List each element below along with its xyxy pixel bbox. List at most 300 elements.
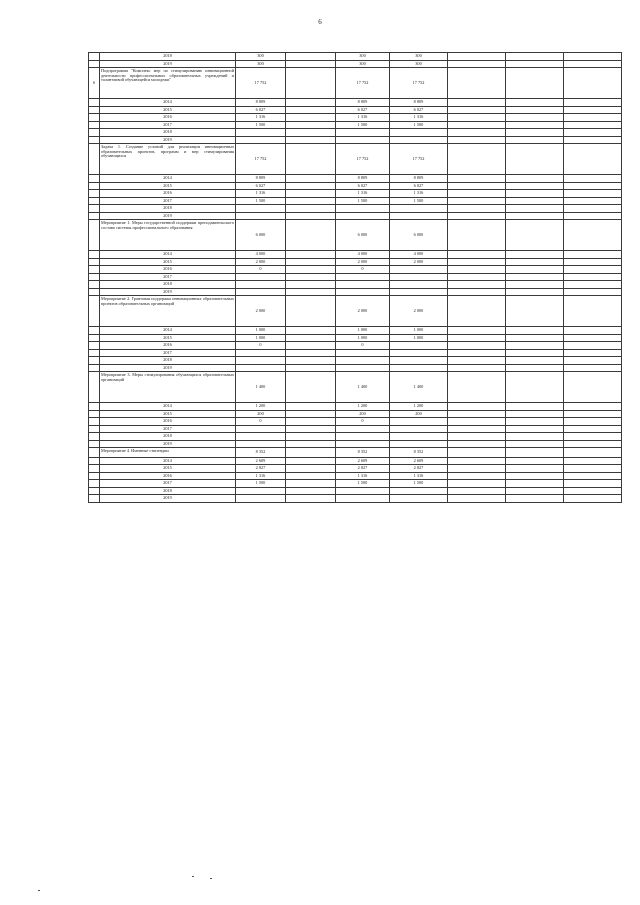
row-number-cell xyxy=(89,273,100,281)
amount-cell xyxy=(390,288,448,296)
budget-table-body xyxy=(89,53,622,503)
empty-cell xyxy=(448,342,506,350)
empty-cell xyxy=(506,349,564,357)
empty-cell xyxy=(564,440,622,448)
year-cell: 2019 xyxy=(100,60,236,68)
empty-cell xyxy=(506,144,564,175)
empty-cell xyxy=(564,60,622,68)
year-row xyxy=(89,197,622,205)
empty-cell xyxy=(564,418,622,426)
empty-cell xyxy=(286,410,336,418)
empty-cell xyxy=(286,327,336,335)
description-cell: Мероприятие 3. Меры стимулирования обучающихся образовательных организаций xyxy=(100,372,236,403)
empty-cell xyxy=(564,425,622,433)
amount-cell xyxy=(390,281,448,289)
empty-cell xyxy=(286,448,336,458)
empty-cell xyxy=(506,472,564,480)
total-cell: 0 xyxy=(236,418,286,426)
year-row xyxy=(89,440,622,448)
empty-cell xyxy=(506,106,564,114)
empty-cell xyxy=(506,175,564,183)
row-number-cell xyxy=(89,472,100,480)
empty-cell xyxy=(506,403,564,411)
year-cell: 2019 xyxy=(100,288,236,296)
row-number-cell xyxy=(89,99,100,107)
row-number-cell xyxy=(89,410,100,418)
row-number-cell xyxy=(89,182,100,190)
year-row xyxy=(89,457,622,465)
year-row xyxy=(89,205,622,213)
row-number-cell xyxy=(89,281,100,289)
total-cell xyxy=(236,129,286,137)
year-row xyxy=(89,288,622,296)
empty-cell xyxy=(506,121,564,129)
total-cell xyxy=(236,425,286,433)
empty-cell xyxy=(286,121,336,129)
regional-budget-cell xyxy=(336,487,390,495)
empty-cell xyxy=(564,121,622,129)
regional-budget-cell: 4 000 xyxy=(336,251,390,259)
empty-cell xyxy=(564,487,622,495)
empty-cell xyxy=(286,472,336,480)
total-cell xyxy=(236,281,286,289)
amount-cell: 1 400 xyxy=(390,372,448,403)
empty-cell xyxy=(448,273,506,281)
empty-cell xyxy=(448,334,506,342)
year-row xyxy=(89,182,622,190)
year-cell: 2015 xyxy=(100,410,236,418)
empty-cell xyxy=(448,495,506,503)
empty-cell xyxy=(564,68,622,99)
empty-cell xyxy=(448,114,506,122)
empty-cell xyxy=(564,212,622,220)
empty-cell xyxy=(448,190,506,198)
empty-cell xyxy=(506,182,564,190)
empty-cell xyxy=(506,197,564,205)
empty-cell xyxy=(448,99,506,107)
regional-budget-cell: 2 000 xyxy=(336,258,390,266)
empty-cell xyxy=(564,433,622,441)
amount-cell: 6 027 xyxy=(390,106,448,114)
regional-budget-cell: 1 500 xyxy=(336,121,390,129)
regional-budget-cell: 200 xyxy=(336,410,390,418)
empty-cell xyxy=(506,129,564,137)
year-row xyxy=(89,487,622,495)
empty-cell xyxy=(448,68,506,99)
empty-cell xyxy=(448,205,506,213)
total-cell: 1 316 xyxy=(236,114,286,122)
empty-cell xyxy=(564,114,622,122)
empty-cell xyxy=(564,495,622,503)
row-number-cell xyxy=(89,465,100,473)
amount-cell xyxy=(390,425,448,433)
year-cell: 2018 xyxy=(100,129,236,137)
row-number-cell xyxy=(89,266,100,274)
amount-cell: 6 000 xyxy=(390,220,448,251)
year-cell: 2016 xyxy=(100,190,236,198)
empty-cell xyxy=(448,266,506,274)
regional-budget-cell: 1 500 xyxy=(336,480,390,488)
empty-cell xyxy=(286,418,336,426)
row-number-cell xyxy=(89,296,100,327)
empty-cell xyxy=(286,68,336,99)
empty-cell xyxy=(564,372,622,403)
total-cell: 1 316 xyxy=(236,190,286,198)
regional-budget-cell: 0 xyxy=(336,342,390,350)
regional-budget-cell: 1 316 xyxy=(336,114,390,122)
empty-cell xyxy=(286,288,336,296)
empty-cell xyxy=(506,457,564,465)
total-cell: 2 000 xyxy=(236,258,286,266)
empty-cell xyxy=(448,357,506,365)
empty-cell xyxy=(564,448,622,458)
empty-cell xyxy=(506,190,564,198)
empty-cell xyxy=(564,281,622,289)
year-row xyxy=(89,136,622,144)
amount-cell: 200 xyxy=(390,410,448,418)
year-row xyxy=(89,190,622,198)
row-number-cell xyxy=(89,457,100,465)
total-cell: 0 xyxy=(236,342,286,350)
empty-cell xyxy=(448,425,506,433)
empty-cell xyxy=(286,251,336,259)
year-cell: 2018 xyxy=(100,281,236,289)
year-row xyxy=(89,281,622,289)
empty-cell xyxy=(506,418,564,426)
amount-cell: 8 809 xyxy=(390,175,448,183)
year-row xyxy=(89,495,622,503)
scan-speck xyxy=(192,876,194,877)
row-number-cell xyxy=(89,349,100,357)
regional-budget-cell xyxy=(336,205,390,213)
regional-budget-cell: 1 500 xyxy=(336,197,390,205)
empty-cell xyxy=(448,281,506,289)
row-number-cell xyxy=(89,403,100,411)
empty-cell xyxy=(506,114,564,122)
year-row xyxy=(89,258,622,266)
year-row xyxy=(89,175,622,183)
empty-cell xyxy=(564,472,622,480)
empty-cell xyxy=(564,342,622,350)
total-cell xyxy=(236,495,286,503)
total-cell xyxy=(236,136,286,144)
year-cell: 2015 xyxy=(100,258,236,266)
year-row xyxy=(89,472,622,480)
empty-cell xyxy=(448,372,506,403)
budget-table xyxy=(88,52,622,503)
total-cell: 1 500 xyxy=(236,121,286,129)
empty-cell xyxy=(448,197,506,205)
empty-cell xyxy=(286,425,336,433)
regional-budget-cell: 1 000 xyxy=(336,327,390,335)
total-cell: 8 809 xyxy=(236,175,286,183)
amount-cell: 8 809 xyxy=(390,99,448,107)
regional-budget-cell: 0 xyxy=(336,266,390,274)
amount-cell xyxy=(390,212,448,220)
amount-cell xyxy=(390,495,448,503)
empty-cell xyxy=(506,220,564,251)
item-row xyxy=(89,220,622,251)
empty-cell xyxy=(286,258,336,266)
year-cell: 2018 xyxy=(100,433,236,441)
row-number-cell xyxy=(89,129,100,137)
row-number-cell xyxy=(89,114,100,122)
empty-cell xyxy=(286,266,336,274)
empty-cell xyxy=(448,448,506,458)
total-cell: 2 827 xyxy=(236,465,286,473)
total-cell: 6 000 xyxy=(236,220,286,251)
year-cell: 2017 xyxy=(100,197,236,205)
empty-cell xyxy=(448,440,506,448)
year-row xyxy=(89,60,622,68)
amount-cell: 2 827 xyxy=(390,465,448,473)
empty-cell xyxy=(564,205,622,213)
empty-cell xyxy=(564,266,622,274)
year-cell: 2018 xyxy=(100,487,236,495)
year-row xyxy=(89,327,622,335)
description-cell: Задача 1. Создание условий для реализации инновационных образовательных проектов, программ и мер стимулирования обучающихся xyxy=(100,144,236,175)
regional-budget-cell: 8 809 xyxy=(336,175,390,183)
year-row xyxy=(89,433,622,441)
empty-cell xyxy=(286,457,336,465)
amount-cell xyxy=(390,440,448,448)
empty-cell xyxy=(564,258,622,266)
regional-budget-cell: 1 000 xyxy=(336,334,390,342)
amount-cell xyxy=(390,357,448,365)
year-cell: 2019 xyxy=(100,495,236,503)
total-cell: 300 xyxy=(236,53,286,61)
year-row xyxy=(89,129,622,137)
regional-budget-cell xyxy=(336,349,390,357)
empty-cell xyxy=(506,487,564,495)
empty-cell xyxy=(506,273,564,281)
empty-cell xyxy=(506,425,564,433)
empty-cell xyxy=(448,106,506,114)
empty-cell xyxy=(564,410,622,418)
row-number-cell xyxy=(89,440,100,448)
total-cell: 300 xyxy=(236,60,286,68)
year-cell: 2018 xyxy=(100,357,236,365)
empty-cell xyxy=(506,53,564,61)
empty-cell xyxy=(564,349,622,357)
year-row xyxy=(89,106,622,114)
row-number-cell xyxy=(89,197,100,205)
total-cell: 17 752 xyxy=(236,144,286,175)
total-cell: 2 000 xyxy=(236,296,286,327)
empty-cell xyxy=(564,136,622,144)
total-cell xyxy=(236,364,286,372)
empty-cell xyxy=(286,281,336,289)
year-cell: 2018 xyxy=(100,205,236,213)
row-number-cell xyxy=(89,144,100,175)
amount-cell: 1 500 xyxy=(390,480,448,488)
year-cell: 2017 xyxy=(100,425,236,433)
amount-cell: 1 316 xyxy=(390,190,448,198)
total-cell: 1 000 xyxy=(236,327,286,335)
empty-cell xyxy=(448,136,506,144)
empty-cell xyxy=(286,182,336,190)
empty-cell xyxy=(286,136,336,144)
empty-cell xyxy=(286,212,336,220)
year-cell: 2017 xyxy=(100,121,236,129)
row-number-cell xyxy=(89,121,100,129)
empty-cell xyxy=(286,334,336,342)
empty-cell xyxy=(448,487,506,495)
empty-cell xyxy=(506,68,564,99)
empty-cell xyxy=(506,251,564,259)
total-cell xyxy=(236,433,286,441)
empty-cell xyxy=(286,60,336,68)
empty-cell xyxy=(448,53,506,61)
item-row xyxy=(89,144,622,175)
year-cell: 2014 xyxy=(100,327,236,335)
row-number-cell xyxy=(89,60,100,68)
amount-cell: 6 027 xyxy=(390,182,448,190)
year-cell: 2015 xyxy=(100,465,236,473)
amount-cell: 2 000 xyxy=(390,258,448,266)
empty-cell xyxy=(286,106,336,114)
empty-cell xyxy=(564,190,622,198)
empty-cell xyxy=(448,327,506,335)
description-cell: Подпрограмма "Комплекс мер по стимулированию инновационной деятельности профессиональных образовательных учреждений и талантливой обучающейся молодежи" xyxy=(100,68,236,99)
empty-cell xyxy=(564,334,622,342)
total-cell xyxy=(236,212,286,220)
total-cell: 4 000 xyxy=(236,251,286,259)
empty-cell xyxy=(564,296,622,327)
amount-cell: 1 500 xyxy=(390,197,448,205)
empty-cell xyxy=(506,281,564,289)
empty-cell xyxy=(286,205,336,213)
year-row xyxy=(89,273,622,281)
total-cell xyxy=(236,273,286,281)
year-row xyxy=(89,465,622,473)
empty-cell xyxy=(448,251,506,259)
regional-budget-cell: 2 000 xyxy=(336,296,390,327)
empty-cell xyxy=(506,288,564,296)
year-row xyxy=(89,403,622,411)
total-cell: 2 609 xyxy=(236,457,286,465)
empty-cell xyxy=(564,251,622,259)
empty-cell xyxy=(506,99,564,107)
empty-cell xyxy=(506,448,564,458)
amount-cell: 8 352 xyxy=(390,448,448,458)
empty-cell xyxy=(286,440,336,448)
empty-cell xyxy=(564,129,622,137)
empty-cell xyxy=(448,182,506,190)
year-row xyxy=(89,99,622,107)
item-row xyxy=(89,68,622,99)
regional-budget-cell: 1 400 xyxy=(336,372,390,403)
year-cell: 2014 xyxy=(100,251,236,259)
empty-cell xyxy=(286,129,336,137)
empty-cell xyxy=(286,197,336,205)
year-cell: 2019 xyxy=(100,136,236,144)
row-number-cell xyxy=(89,487,100,495)
regional-budget-cell: 8 352 xyxy=(336,448,390,458)
empty-cell xyxy=(286,349,336,357)
year-cell: 2017 xyxy=(100,273,236,281)
year-row xyxy=(89,357,622,365)
amount-cell: 300 xyxy=(390,53,448,61)
empty-cell xyxy=(564,106,622,114)
empty-cell xyxy=(506,495,564,503)
empty-cell xyxy=(286,495,336,503)
regional-budget-cell: 300 xyxy=(336,53,390,61)
empty-cell xyxy=(564,403,622,411)
total-cell xyxy=(236,288,286,296)
year-cell: 2016 xyxy=(100,418,236,426)
year-cell: 2019 xyxy=(100,364,236,372)
amount-cell xyxy=(390,364,448,372)
year-row xyxy=(89,364,622,372)
total-cell: 1 316 xyxy=(236,472,286,480)
empty-cell xyxy=(564,465,622,473)
empty-cell xyxy=(448,258,506,266)
row-number-cell xyxy=(89,342,100,350)
year-cell: 2018 xyxy=(100,53,236,61)
amount-cell xyxy=(390,205,448,213)
empty-cell xyxy=(448,472,506,480)
regional-budget-cell xyxy=(336,281,390,289)
empty-cell xyxy=(286,190,336,198)
empty-cell xyxy=(564,273,622,281)
empty-cell xyxy=(448,349,506,357)
year-row xyxy=(89,342,622,350)
empty-cell xyxy=(448,296,506,327)
empty-cell xyxy=(564,288,622,296)
description-cell: Мероприятие 4. Именные стипендии xyxy=(100,448,236,458)
empty-cell xyxy=(448,465,506,473)
total-cell: 6 027 xyxy=(236,106,286,114)
total-cell: 8 809 xyxy=(236,99,286,107)
empty-cell xyxy=(286,433,336,441)
empty-cell xyxy=(506,258,564,266)
row-number-cell xyxy=(89,372,100,403)
empty-cell xyxy=(506,136,564,144)
row-number-cell xyxy=(89,357,100,365)
regional-budget-cell: 8 809 xyxy=(336,99,390,107)
description-cell: Мероприятие 2. Грантовая поддержка инновационных образовательных проектов образовательных организаций xyxy=(100,296,236,327)
empty-cell xyxy=(286,144,336,175)
empty-cell xyxy=(448,418,506,426)
empty-cell xyxy=(506,480,564,488)
empty-cell xyxy=(506,410,564,418)
year-cell: 2019 xyxy=(100,212,236,220)
amount-cell: 1 316 xyxy=(390,472,448,480)
total-cell xyxy=(236,487,286,495)
row-number-cell xyxy=(89,480,100,488)
empty-cell xyxy=(564,99,622,107)
year-row xyxy=(89,251,622,259)
amount-cell xyxy=(390,129,448,137)
empty-cell xyxy=(506,266,564,274)
year-cell: 2014 xyxy=(100,175,236,183)
empty-cell xyxy=(448,433,506,441)
empty-cell xyxy=(564,182,622,190)
empty-cell xyxy=(286,220,336,251)
amount-cell: 17 752 xyxy=(390,144,448,175)
total-cell: 200 xyxy=(236,410,286,418)
year-cell: 2015 xyxy=(100,182,236,190)
regional-budget-cell: 1 316 xyxy=(336,190,390,198)
regional-budget-cell: 6 027 xyxy=(336,106,390,114)
row-number-cell xyxy=(89,334,100,342)
empty-cell xyxy=(448,480,506,488)
year-cell: 2016 xyxy=(100,266,236,274)
year-cell: 2014 xyxy=(100,403,236,411)
total-cell xyxy=(236,440,286,448)
item-row xyxy=(89,296,622,327)
